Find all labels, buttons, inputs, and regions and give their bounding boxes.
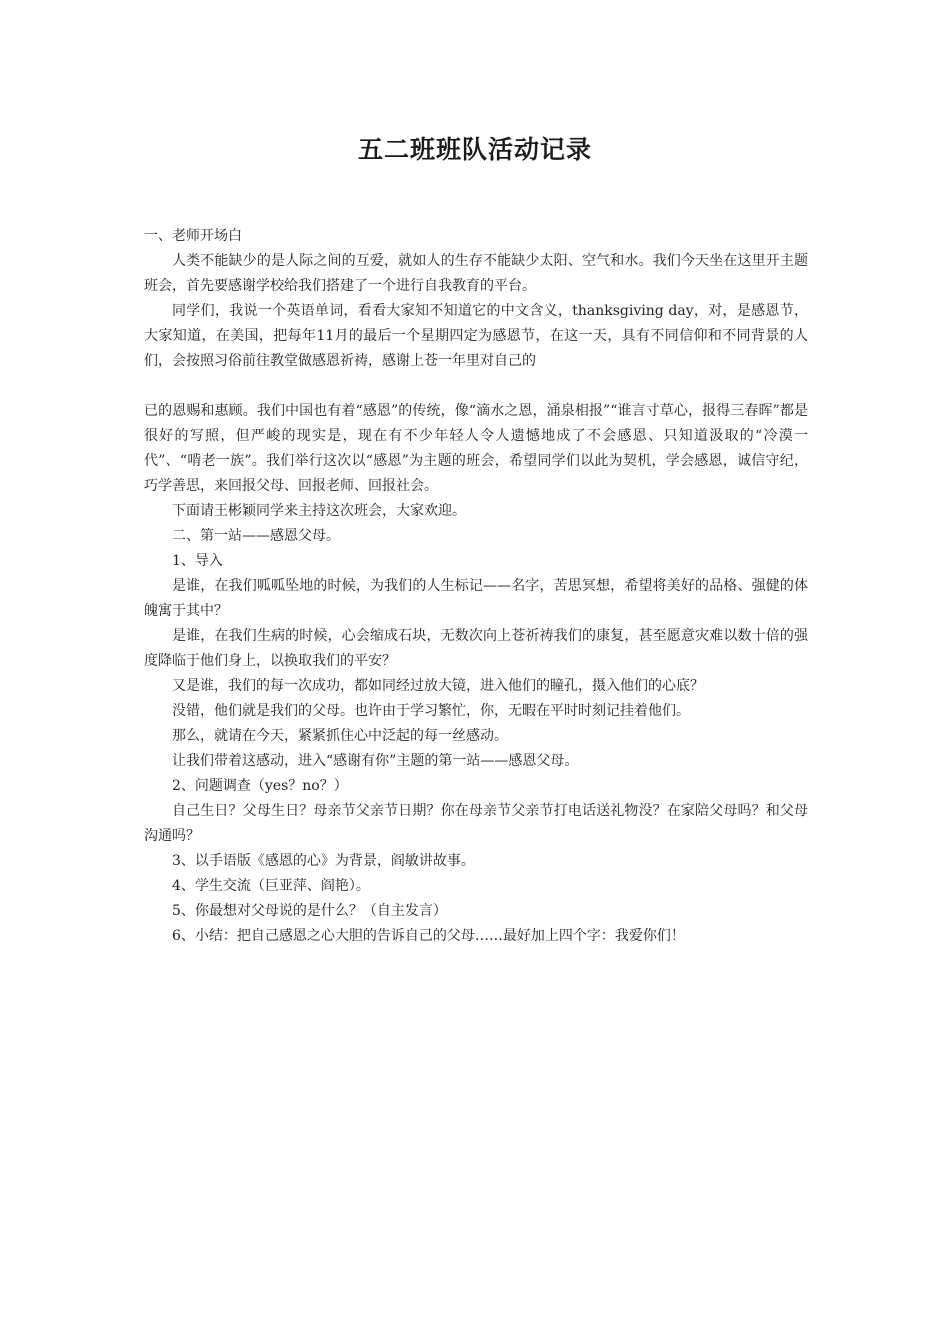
list-item: 5、你最想对父母说的是什么？（自主发言）: [172, 903, 447, 919]
paragraph: 又是谁，我们的每一次成功，都如同经过放大镜，进入他们的瞳孔，摄入他们的心底？: [172, 678, 704, 694]
paragraph: 已的恩赐和惠顾。我们中国也有着“感恩”的传统，像“滴水之恩，涌泉相报”“谁言寸草心，报得三春晖”都是很好的写照，但严峻的现实是，现在有不少年轻人令人遗憾地成了不会感恩、只知道汲取的“冷漠一代”、“啃老一族”。我们举行这次以“感恩”为主题的班会，希望同学们以此为契机，学会感恩，诚信守纪，巧学善思，来回报父母、回报老师、回报社会。: [144, 403, 808, 494]
list-item: 2、问题调查（yes？no？）: [172, 778, 348, 794]
paragraph: 没错，他们就是我们的父母。也许由于学习繁忙，你，无暇在平时时刻记挂着他们。: [172, 703, 690, 719]
list-item: 6、小结：把自己感恩之心大胆的告诉自己的父母……最好加上四个字：我爱你们！: [172, 928, 685, 944]
list-item: 1、导入: [172, 553, 223, 569]
list-item: 4、学生交流（巨亚萍、阎艳）。: [172, 878, 370, 894]
paragraph: 是谁，在我们呱呱坠地的时候，为我们的人生标记——名字，苦思冥想，希望将美好的品格、强健的体魄寓于其中？: [144, 578, 808, 619]
paragraph: 人类不能缺少的是人际之间的互爱，就如人的生存不能缺少太阳、空气和水。我们今天坐在这里开主题班会，首先要感谢学校给我们搭建了一个进行自我教育的平台。: [144, 253, 808, 294]
document-body: [144, 224, 808, 949]
section-heading-parents: 二、第一站——感恩父母。: [172, 528, 340, 544]
section-heading-opening: 一、老师开场白: [144, 228, 242, 244]
paragraph: 同学们，我说一个英语单词，看看大家知不知道它的中文含义，thanksgiving day，对，是感恩节，大家知道，在美国，把每年11月的最后一个星期四定为感恩节，在这一天，具有不同信仰和不同背景的人们，会按照习俗前往教堂做感恩祈祷，感谢上苍一年里对自己的: [144, 303, 808, 369]
paragraph: 下面请王彬颖同学来主持这次班会，大家欢迎。: [172, 503, 466, 519]
paragraph: 那么，就请在今天，紧紧抓住心中泛起的每一丝感动。: [172, 728, 508, 744]
list-item: 3、以手语版《感恩的心》为背景，阎敏讲故事。: [172, 853, 475, 869]
paragraph: 是谁，在我们生病的时候，心会缩成石块，无数次向上苍祈祷我们的康复，甚至愿意灾难以数十倍的强度降临于他们身上，以换取我们的平安？: [144, 628, 808, 669]
paragraph: 自己生日？父母生日？母亲节父亲节日期？你在母亲节父亲节打电话送礼物没？在家陪父母吗？和父母沟通吗？: [144, 803, 808, 844]
paragraph: 让我们带着这感动，进入“感谢有你”主题的第一站——感恩父母。: [172, 753, 579, 769]
document-title: 五二班班队活动记录: [357, 135, 592, 164]
paragraph-gap: [144, 374, 808, 399]
